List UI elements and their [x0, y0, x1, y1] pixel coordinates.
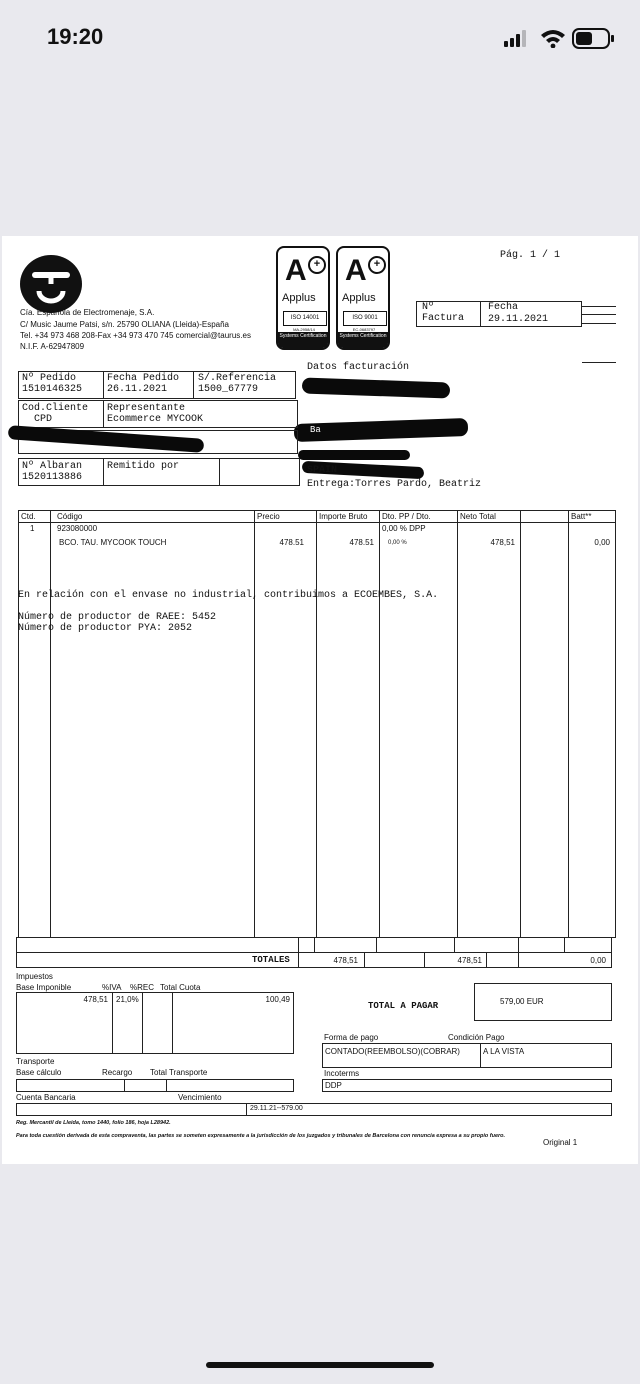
- invoice-number-label: Nº Factura: [422, 302, 465, 324]
- cert-standard: ISO 9001: [343, 311, 387, 326]
- home-indicator[interactable]: [206, 1362, 434, 1368]
- bank-box: [16, 1103, 612, 1116]
- tax-header-rec: %REC: [130, 983, 155, 992]
- remitted-by-label: Remitido por: [107, 461, 180, 472]
- note-pya: Número de productor PYA: 2052: [18, 623, 193, 634]
- items-table: [18, 510, 616, 938]
- order-date: 26.11.2021: [107, 384, 168, 395]
- payment-condition: A LA VISTA: [483, 1047, 525, 1056]
- payment-method: CONTADO(REEMBOLSO)(COBRAR): [325, 1047, 460, 1056]
- tax-header-cuota: Total Cuota: [160, 983, 201, 992]
- tax-header-base: Base Imponible: [16, 983, 72, 992]
- legal-note: Para toda cuestión derivada de esta compraventa, las partes se someten expresamente a la jurisdicción de los juzgados y tribunales de Barcelona con renuncia expresa a su propio fuero.: [16, 1133, 506, 1139]
- company-contact: Tel. +34 973 468 208-Fax +34 973 470 745 comercial@taurus.es: [20, 331, 251, 340]
- redaction: [302, 377, 450, 398]
- col-header-gross: Importe Bruto: [319, 512, 368, 521]
- col-header-discount: Dto. PP / Dto.: [382, 512, 431, 521]
- tax-cuota: 100,49: [265, 995, 290, 1004]
- redaction: [298, 450, 410, 460]
- note-raee: Número de productor de RAEE: 5452: [18, 612, 217, 623]
- row-description: BCO. TAU. MYCOOK TOUCH: [59, 538, 167, 547]
- order-date-label: Fecha Pedido: [107, 373, 180, 384]
- col-header-batt: Batt**: [571, 512, 592, 521]
- cert-standard: ISO 14001: [283, 311, 327, 326]
- company-nif: N.I.F. A-62947809: [20, 342, 85, 351]
- invoice-page: [2, 236, 638, 1164]
- payment-condition-label: Condición Pago: [448, 1033, 505, 1042]
- row-dto: 0,00 %: [388, 540, 407, 546]
- signal-icon: [504, 30, 530, 48]
- row-dto-pp: 0,00 % DPP: [382, 524, 426, 533]
- note-ecoembes: En relación con el envase no industrial, contribuimos a ECOEMBES, S.A.: [18, 590, 439, 601]
- company-logo-icon: [19, 254, 83, 314]
- cert-code: EC-0683797: [352, 327, 376, 332]
- cert-brand: Applus: [282, 292, 316, 304]
- invoice-date-label: Fecha: [488, 302, 519, 313]
- col-header-net: Neto Total: [460, 512, 496, 521]
- transport-base-label: Base cálculo: [16, 1068, 62, 1077]
- totals-batt: 0,00: [590, 956, 606, 965]
- company-name: Cía. Española de Electromenaje, S.A.: [20, 308, 155, 317]
- row-gross: 478.51: [349, 538, 374, 547]
- totals-label: TOTALES: [252, 955, 290, 965]
- client-code: CPD: [34, 414, 53, 425]
- transport-box: [16, 1079, 294, 1092]
- cert-label: Systems Certification: [278, 332, 328, 348]
- row-net: 478,51: [490, 538, 515, 547]
- incoterms-label: Incoterms: [324, 1069, 360, 1078]
- status-bar: [0, 0, 640, 236]
- iso-14001-badge: A + Applus ISO 14001 MA-2958/14 Systems Certification: [276, 246, 330, 350]
- row-batt: 0,00: [594, 538, 610, 547]
- tax-base: 478,51: [83, 995, 108, 1004]
- taxes-title: Impuestos: [16, 972, 53, 981]
- reference: 1500_67779: [198, 384, 259, 395]
- original-label: Original 1: [543, 1138, 578, 1147]
- row-code: 923080000: [57, 524, 98, 533]
- order-number: 1510146325: [22, 384, 83, 395]
- delivery-name: Entrega:Torres Pardo, Beatriz: [307, 479, 482, 490]
- total-pay-label: TOTAL A PAGAR: [368, 1001, 439, 1011]
- billing-country: SPAIN: [307, 465, 338, 476]
- company-address: C/ Music Jaume Patsi, s/n. 25790 OLIANA (Lleida)-España: [20, 320, 229, 329]
- client-code-label: Cod.Cliente: [22, 403, 89, 414]
- incoterms-box: [322, 1079, 612, 1092]
- due-date: 29.11.21--579.00: [250, 1105, 303, 1112]
- page-number: Pág. 1 / 1: [500, 250, 561, 261]
- order-number-label: Nº Pedido: [22, 373, 77, 384]
- cert-brand: Applus: [342, 292, 376, 304]
- reference-label: S/.Referencia: [198, 373, 277, 384]
- cert-code: MA-2958/14: [293, 327, 315, 332]
- billing-partial: Ba: [310, 425, 321, 435]
- totals-net: 478,51: [457, 956, 482, 965]
- col-header-qty: Ctd.: [21, 512, 36, 521]
- albaran-number: 1520113886: [22, 472, 83, 483]
- iso-9001-badge: A + Applus ISO 9001 EC-0683797 Systems Certification: [336, 246, 390, 350]
- mercantile-registry: Reg. Mercantil de Lleida, tomo 1440, folio 186, hoja L28942.: [16, 1120, 171, 1126]
- representative-label: Representante: [107, 403, 186, 414]
- billing-title: Datos facturación: [307, 362, 410, 373]
- col-header-code: Código: [57, 512, 83, 521]
- transport-title: Transporte: [16, 1057, 55, 1066]
- status-time: 19:20: [47, 24, 104, 49]
- incoterms: DDP: [325, 1081, 342, 1090]
- battery-icon: [572, 28, 616, 50]
- due-date-label: Vencimiento: [178, 1093, 222, 1102]
- albaran-label: Nº Albaran: [22, 461, 83, 472]
- col-header-price: Precio: [257, 512, 280, 521]
- transport-recargo-label: Recargo: [102, 1068, 133, 1077]
- tax-iva: 21,0%: [116, 995, 139, 1004]
- payment-method-label: Forma de pago: [324, 1033, 379, 1042]
- invoice-date: 29.11.2021: [488, 314, 549, 325]
- tax-header-iva: %IVA: [102, 983, 122, 992]
- representative: Ecommerce MYCOOK: [107, 414, 204, 425]
- total-pay-value: 579,00 EUR: [500, 997, 544, 1006]
- totals-gross: 478,51: [333, 956, 358, 965]
- row-price: 478.51: [279, 538, 304, 547]
- transport-total-label: Total Transporte: [150, 1068, 208, 1077]
- wifi-icon: [540, 28, 566, 48]
- cert-label: Systems Certification: [338, 332, 388, 348]
- row-qty: 1: [30, 524, 35, 533]
- bank-account-label: Cuenta Bancaria: [16, 1093, 76, 1102]
